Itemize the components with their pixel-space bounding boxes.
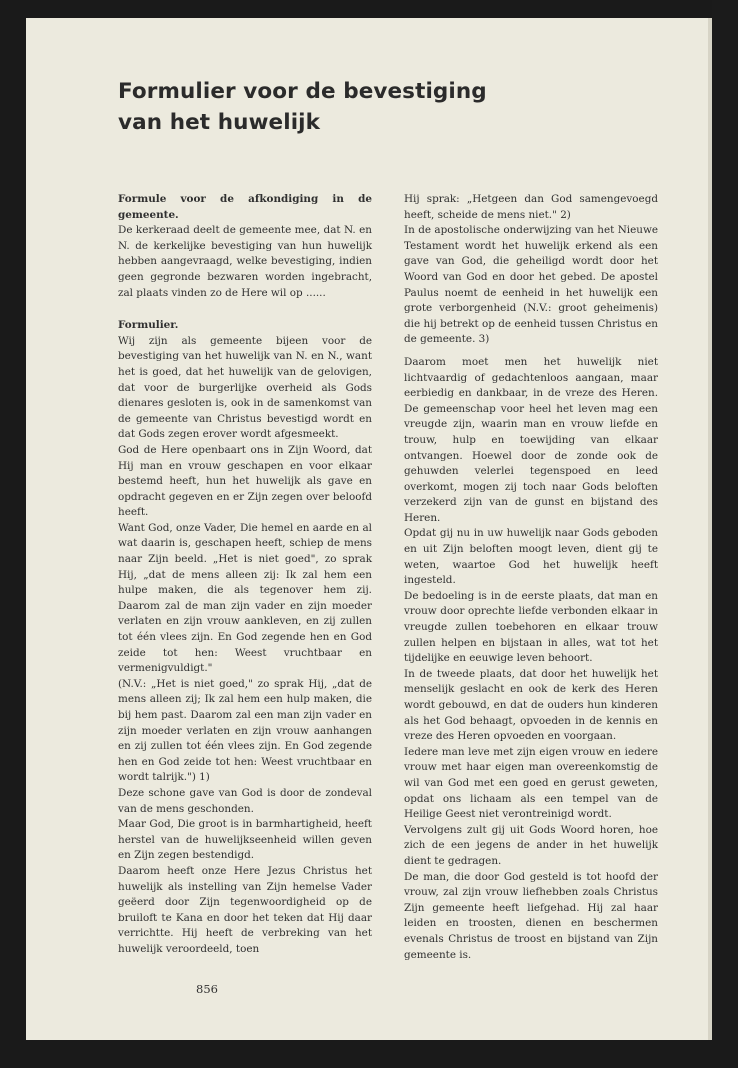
paragraph: God de Here openbaart ons in Zijn Woord, dat Hij man en vrouw geschapen en voor elkaar bestemd heeft, hun het huwelijk als gave en opdracht gegeven en er Zijn zegen over beloofd heeft. bbox=[118, 443, 372, 519]
subheading-formulier: Formulier. bbox=[118, 319, 179, 332]
page-title bbox=[118, 76, 538, 138]
left-column bbox=[118, 192, 372, 958]
paragraph: Deze schone gave van God is door de zondeval van de mens geschonden. bbox=[118, 786, 372, 815]
title-line-2: van het huwelijk bbox=[118, 110, 321, 135]
paragraph: De bedoeling is in de eerste plaats, dat man en vrouw door oprechte liefde verbonden elkaar in vreugde zullen toebehoren en elkaar trouw zullen helpen en bijstaan in alles, wat tot het tijdelijke en eeuwige leven behoort. bbox=[404, 589, 658, 665]
document-page bbox=[26, 18, 712, 1040]
paragraph: Wij zijn als gemeente bijeen voor de bevestiging van het huwelijk van N. en N., want het is goed, dat het huwelijk van de gelovigen, dat voor de burgerlijke overheid als Gods dienares gesloten is, ook in de samenkomst van de gemeente van Christus bevestigd wordt en dat Gods zegen erover wordt afgesmeekt. bbox=[118, 334, 372, 441]
page-number: 856 bbox=[196, 982, 218, 996]
page-edge bbox=[708, 18, 712, 1040]
paragraph: (N.V.: „Het is niet goed," zo sprak Hij, „dat de mens alleen zij; Ik zal hem een hulp maken, die bij hem past. Daarom zal een man zijn vader en zijn moeder verlaten en zijn vrouw aanhangen en zij zullen tot één vlees zijn. En God zegende hen en God zeide tot hen: Weest vruchtbaar en wordt talrijk.") 1) bbox=[118, 677, 372, 784]
scan-border-bottom bbox=[0, 1040, 738, 1068]
right-column bbox=[404, 192, 658, 963]
paragraph: De kerkeraad deelt de gemeente mee, dat N. en N. de kerkelijke bevestiging van hun huwelijk hebben aangevraagd, welke bevestiging, indien geen gegronde bezwaren worden ingebracht, zal plaats vinden zo de Here wil op ...... bbox=[118, 224, 372, 299]
title-line-1: Formulier voor de bevestiging bbox=[118, 79, 487, 104]
paragraph: Opdat gij nu in uw huwelijk naar Gods geboden en uit Zijn beloften moogt leven, dient gij te weten, waartoe God het huwelijk heeft ingesteld. bbox=[404, 527, 658, 587]
paragraph: Hij sprak: „Hetgeen dan God samengevoegd heeft, scheide de mens niet." 2) bbox=[404, 193, 658, 221]
paragraph: De man, die door God gesteld is tot hoofd der vrouw, zal zijn vrouw liefhebben zoals Christus Zijn gemeente heeft liefgehad. Hij zal haar leiden en troosten, dienen en beschermen evenals Christus de troost en bijstand van Zijn gemeente is. bbox=[404, 870, 658, 961]
paragraph: In de tweede plaats, dat door het huwelijk het menselijk geslacht en ook de kerk des Heren wordt gebouwd, en dat de ouders hun kinderen als het God behaagt, opvoeden in de kennis en vreze des Heren opvoeden en voorgaan. bbox=[404, 667, 658, 743]
paragraph: Daarom heeft onze Here Jezus Christus het huwelijk als instelling van Zijn hemelse Vader geëerd door Zijn tegenwoordigheid op de bruiloft te Kana en door het teken dat Hij daar verrichtte. Hij heeft de verbreking van het huwelijk veroordeeld, toen bbox=[118, 864, 372, 955]
subheading-afkondiging: Formule voor de afkondiging in de gemeente. bbox=[118, 193, 372, 221]
paragraph: In de apostolische onderwijzing van het Nieuwe Testament wordt het huwelijk erkend als een gave van God, die geheiligd wordt door het Woord van God en door het gebed. De apostel Paulus noemt de eenheid in het huwelijk een grote verborgenheid (N.V.: groot geheimenis) die hij betrekt op de eenheid tussen Christus en de gemeente. 3) bbox=[404, 224, 658, 346]
paragraph: Want God, onze Vader, Die hemel en aarde en al wat daarin is, geschapen heeft, schiep de mens naar Zijn beeld. „Het is niet goed", zo sprak Hij, „dat de mens alleen zij: Ik zal hem een hulpe maken, die als tegenover hem zij. Daarom zal de man zijn vader en zijn moeder verlaten en zijn vrouw aankleven, en zij zullen tot één vlees zijn. En God zegende hen en God zeide tot hen: Weest vruchtbaar en vermenigvuldigt." bbox=[118, 521, 372, 675]
paragraph: Daarom moet men het huwelijk niet lichtvaardig of gedachtenloos aangaan, maar eerbiedig en dankbaar, in de vreze des Heren. De gemeenschap voor heel het leven mag een vreugde zijn, waarin man en vrouw liefde en trouw, hulp en toewijding van elkaar ontvangen. Hoewel door de zonde ook de gehuwden velerlei tegenspoed en leed overkomt, mogen zij toch naar Gods beloften verzekerd zijn van de gunst en bijstand des Heren. bbox=[404, 355, 658, 524]
paragraph: Vervolgens zult gij uit Gods Woord horen, hoe zich de een jegens de ander in het huwelijk dient te gedragen. bbox=[404, 823, 658, 867]
paragraph: Maar God, Die groot is in barmhartigheid, heeft herstel van de huwelijkseenheid willen geven en Zijn zegen bestendigd. bbox=[118, 818, 372, 862]
paragraph: Iedere man leve met zijn eigen vrouw en iedere vrouw met haar eigen man overeenkomstig de wil van God met een goed en gerust geweten, opdat ons lichaam als een tempel van de Heilige Geest niet verontreinigd wordt. bbox=[404, 745, 658, 821]
scan-border-right bbox=[712, 0, 738, 1068]
